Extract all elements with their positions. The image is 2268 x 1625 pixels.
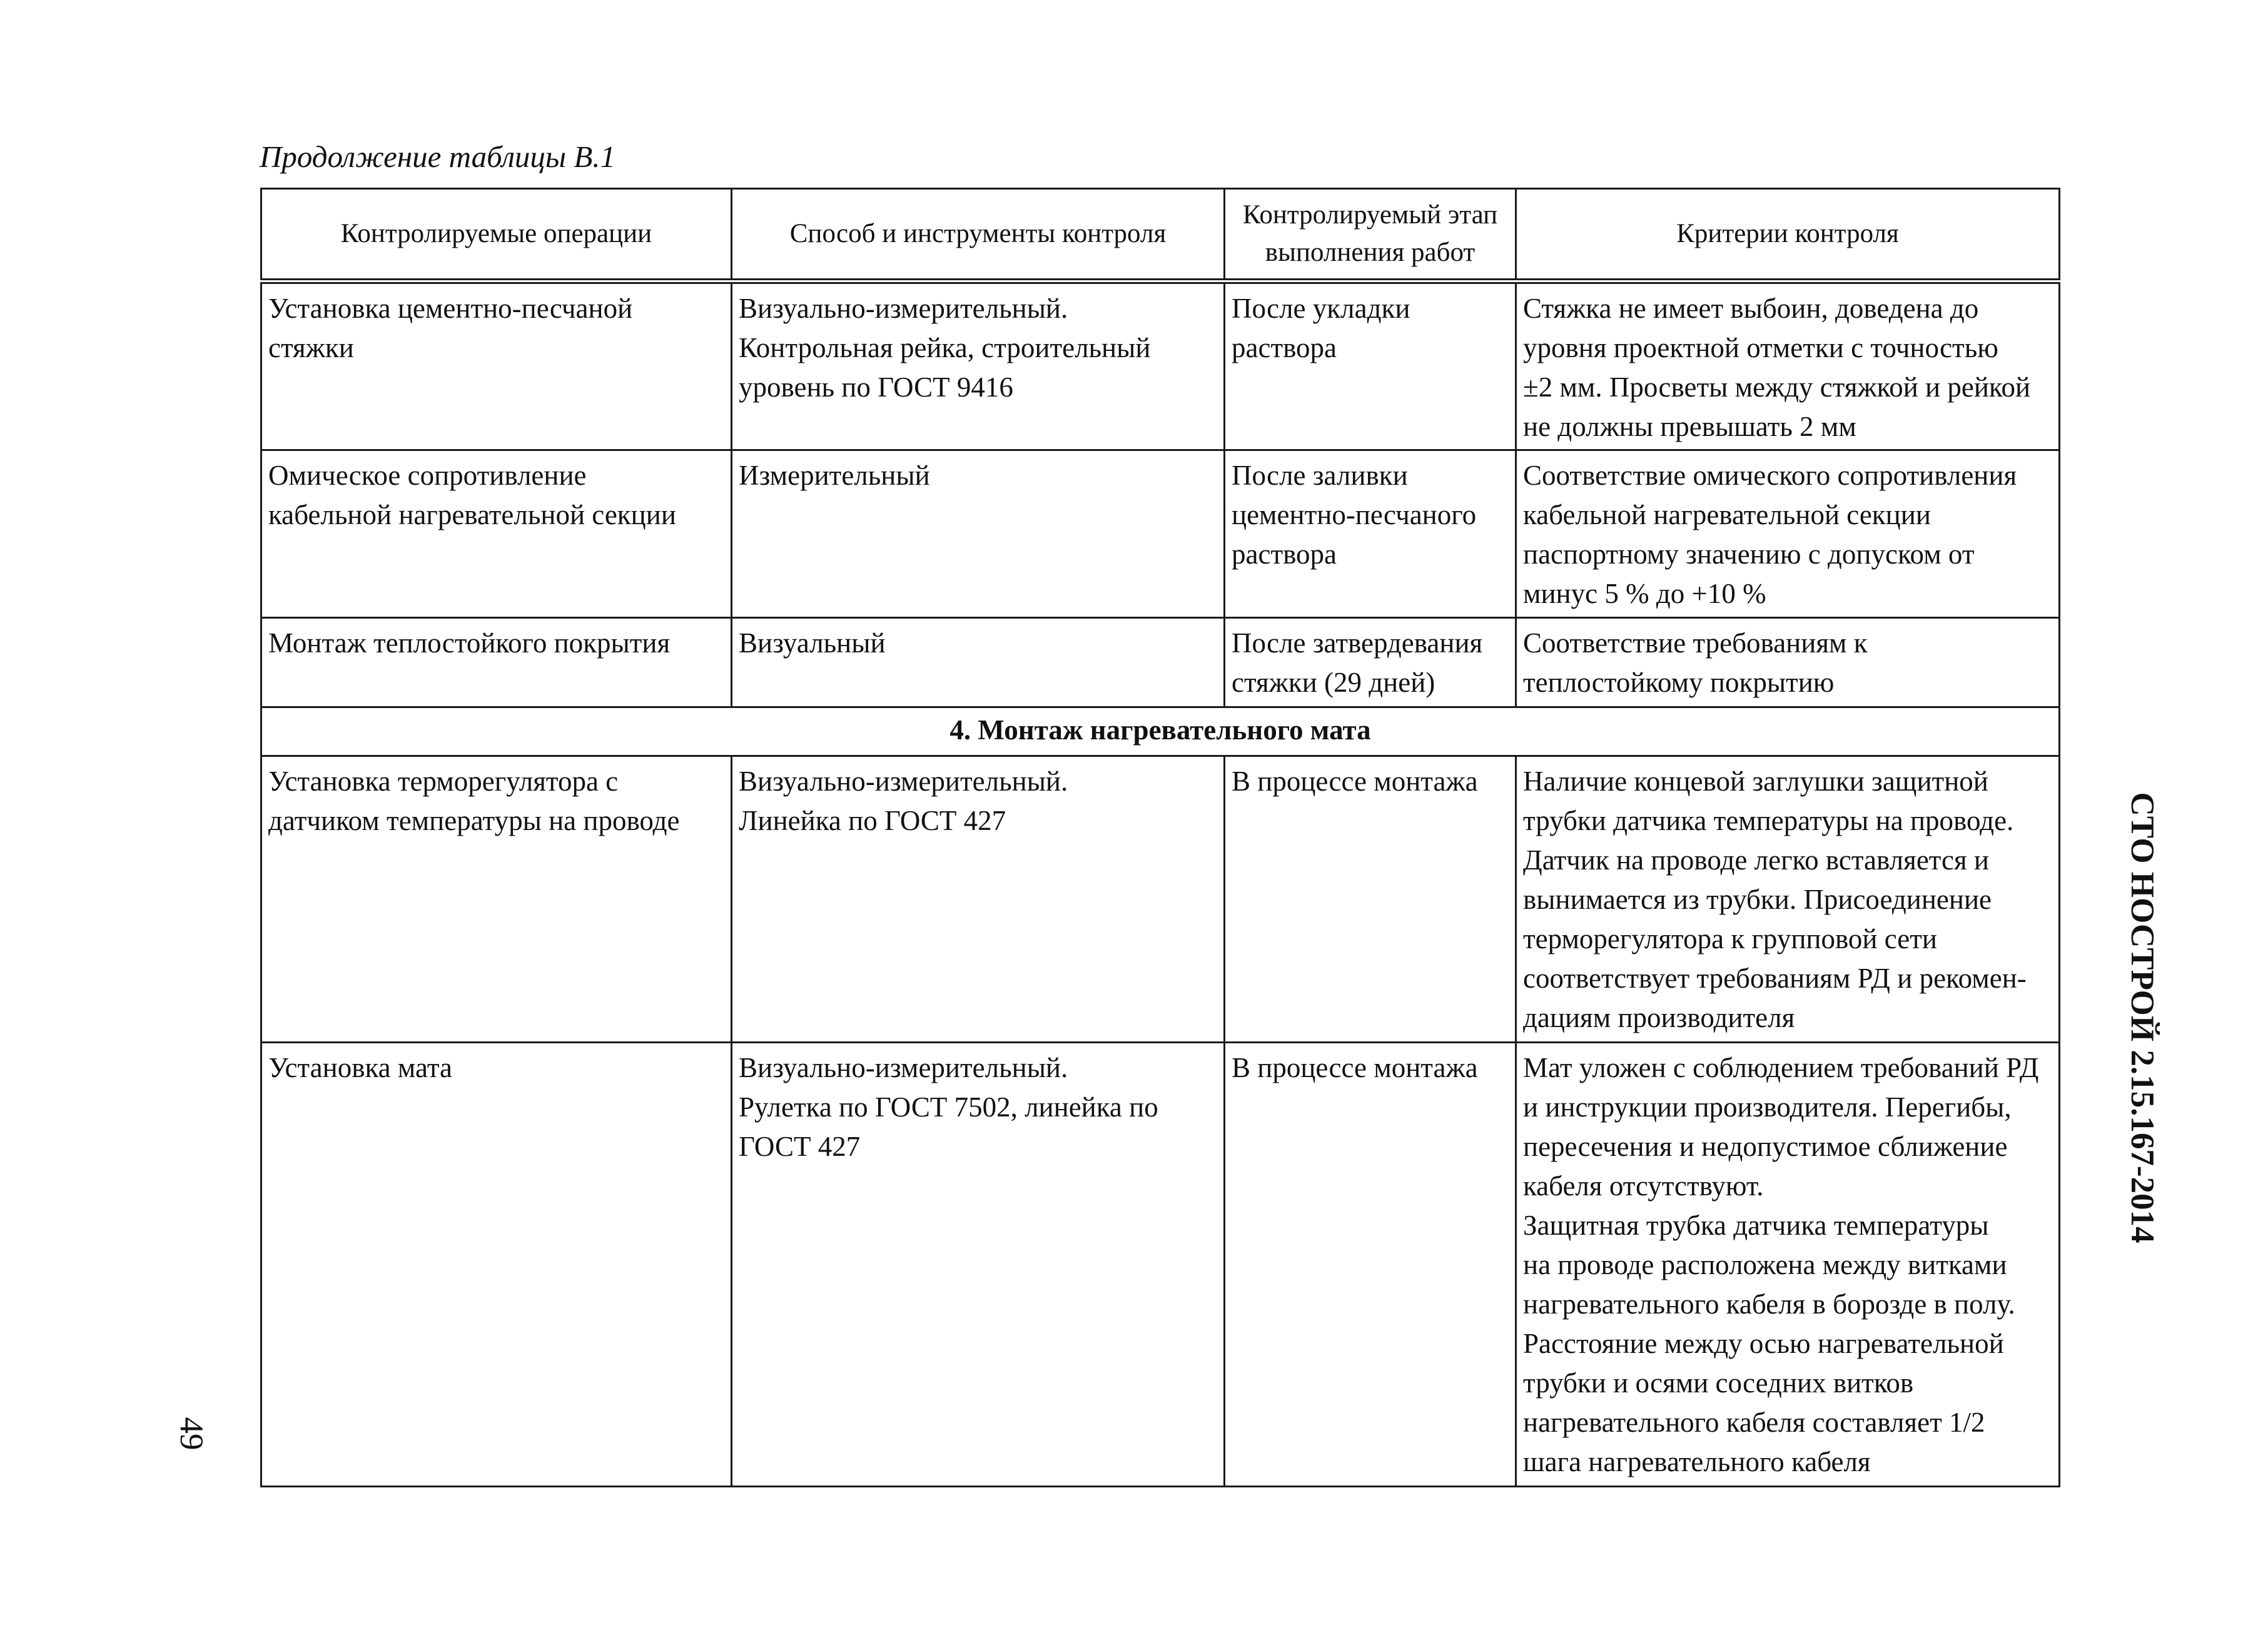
table-row xyxy=(261,450,2060,618)
cell-stage: После заливки цементно-песчаного раствора xyxy=(1225,450,1516,618)
cell-method: Визуально-измерительный. Контрольная рейка, строительный уровень по ГОСТ 9416 xyxy=(732,281,1225,450)
table-row xyxy=(261,281,2060,450)
page-number: 49 xyxy=(173,1417,210,1450)
header-operations: Контролируемые операции xyxy=(261,189,732,281)
section-row xyxy=(261,707,2060,756)
cell-method: Визуально-измерительный. Линейка по ГОСТ 427 xyxy=(732,756,1225,1043)
cell-operation: Установка цементно-песчаной стяжки xyxy=(261,281,732,450)
table-caption: Продолжение таблицы В.1 xyxy=(260,139,616,174)
table-header-row xyxy=(261,189,2060,281)
cell-stage: В процессе монтажа xyxy=(1225,756,1516,1043)
cell-criteria: Наличие концевой заглушки защитной трубки датчика температуры на проводе. Датчик на проводе легко вставляется и вынимается из трубки. Присоединение терморегулятора к групповой сети соответствует требованиям РД и рекомен- дациям производителя xyxy=(1516,756,2060,1043)
header-criteria: Критерии контроля xyxy=(1516,189,2060,281)
cell-operation: Установка терморегулятора с датчиком температуры на проводе xyxy=(261,756,732,1043)
cell-stage: После затвердевания стяжки (29 дней) xyxy=(1225,618,1516,707)
table-row xyxy=(261,618,2060,707)
cell-criteria: Соответствие требованиям к теплостойкому покрытию xyxy=(1516,618,2060,707)
cell-method: Визуально-измерительный. Рулетка по ГОСТ 7502, линейка по ГОСТ 427 xyxy=(732,1043,1225,1487)
cell-operation: Омическое сопротивление кабельной нагревательной секции xyxy=(261,450,732,618)
cell-stage: В процессе монтажа xyxy=(1225,1043,1516,1487)
header-method: Способ и инструменты контроля xyxy=(732,189,1225,281)
control-table xyxy=(260,188,2060,1487)
cell-stage: После укладки раствора xyxy=(1225,281,1516,450)
header-stage: Контролируемый этап выполнения работ xyxy=(1225,189,1516,281)
cell-operation: Монтаж теплостойкого покрытия xyxy=(261,618,732,707)
table-row xyxy=(261,1043,2060,1487)
cell-operation: Установка мата xyxy=(261,1043,732,1487)
cell-method: Измерительный xyxy=(732,450,1225,618)
table-row xyxy=(261,756,2060,1043)
cell-criteria: Мат уложен с соблюдением требований РД и инструкции производителя. Перегибы, пересечения и недопустимое сближение кабеля отсутствуют. Защитная трубка датчика температуры на проводе расположена между витками нагревательного кабеля в борозде в полу. Расстояние между осью нагревательной трубки и осями соседних витков нагревательного кабеля составляет 1/2 шага нагревательного кабеля xyxy=(1516,1043,2060,1487)
cell-method: Визуальный xyxy=(732,618,1225,707)
cell-criteria: Стяжка не имеет выбоин, доведена до уровня проектной отметки с точностью ±2 мм. Просветы между стяжкой и рейкой не должны превышать 2 мм xyxy=(1516,281,2060,450)
standard-code: СТО НОСТРОЙ 2.15.167-2014 xyxy=(2124,792,2160,1243)
section-title: 4. Монтаж нагревательного мата xyxy=(261,707,2060,756)
cell-criteria: Соответствие омического сопротивления кабельной нагревательной секции паспортному значению с допуском от минус 5 % до +10 % xyxy=(1516,450,2060,618)
